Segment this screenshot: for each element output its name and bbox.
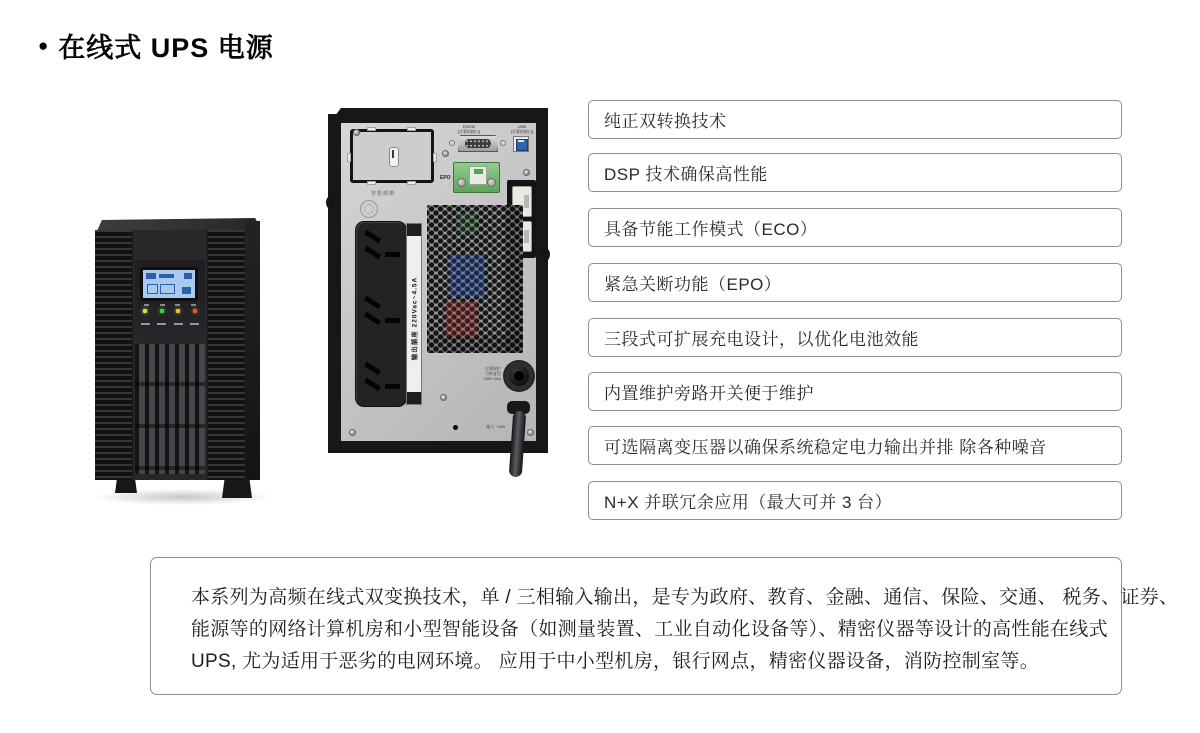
lcd-icon [184,273,192,279]
front-left-vent [95,230,133,480]
vent-tint [505,205,523,353]
page-title-text: 在线式 UPS 电源 [58,33,274,63]
panel-screw [353,129,360,136]
smart-slot-cover [350,129,434,183]
panel-hole [453,425,458,430]
description-box [150,557,1179,695]
usb-label: USB (计算机接口) [510,124,534,134]
slot-clip [367,181,376,185]
feature-box [588,263,1122,302]
description-line: 能源等的网络计算机房和小型智能设备（如测量装置、工业自动化设备等）、精密仪器等设计的高性能在线式 [191,619,1108,640]
feature-box [588,153,1122,192]
rear-panel [341,123,536,441]
panel-screw [349,429,356,436]
lcd-icon [160,284,175,294]
vent-tint [445,301,477,337]
led-indicator [143,309,147,313]
vent-tint [449,255,485,297]
strip-cap [407,224,421,236]
front-grille [135,344,205,474]
led-indicator [193,309,197,313]
epo-terminal [453,162,500,193]
slot-clip [407,181,416,185]
usb-port [513,136,529,152]
rs232-port [458,135,498,152]
ups-rear-image [328,108,548,453]
epo-label: EPO [440,175,451,181]
front-foot [222,480,252,498]
feature-label: 可选隔离变压器以确保系统稳定电力输出并排 除各种噪音 [604,438,1047,457]
smart-slot-label: 智能插槽 [371,191,396,197]
frame-bump [541,248,550,261]
slot-keyhole [389,147,399,167]
output-label-strip [406,223,422,405]
feature-label: 紧急关断功能（EPO） [604,275,782,294]
screw-post [449,140,455,146]
panel-screw [523,169,530,176]
rs232-label: RS232 (计算机接口) [457,124,481,134]
front-right-vent [207,230,245,480]
feature-label: 纯正双转换技术 [604,112,727,131]
feature-box [588,208,1122,247]
lcd-icon [146,273,156,279]
vent-tint [457,213,477,233]
feature-label: N+X 并联冗余应用（最大可并 3 台） [604,493,893,512]
page-title [38,26,274,65]
button-label-row [141,323,199,325]
breaker-label: 过载保护 可恢复型 250V 10A [483,366,501,381]
feature-label: 内置维护旁路开关便于维护 [604,384,814,403]
input-power-cable [509,411,527,478]
certification-stamp [360,200,378,218]
epo-jumper [469,166,487,185]
status-led-row [143,309,197,313]
rear-left-frame [328,114,341,453]
terminal-screw [487,178,496,187]
feature-label: DSP 技术确保高性能 [604,165,768,184]
ac-outlet [356,234,406,262]
lcd-icon [159,274,174,278]
lcd-screen [140,267,198,301]
bullet-icon: ● [38,36,49,55]
led-indicator [160,309,164,313]
ac-outlet [356,366,406,394]
input-label: 输入 ~10A [486,424,505,429]
feature-label: 三段式可扩展充电设计，以优化电池效能 [604,330,919,349]
terminal-screw [457,178,466,187]
lcd-icon [182,287,191,294]
panel-screw [527,429,534,436]
ac-outlet [356,300,406,328]
fan-vent-grille [427,205,523,353]
feature-box [588,426,1122,465]
front-face [95,230,245,480]
description-line: UPS, 尤为适用于恶劣的电网环境。 应用于中小型机房，银行网点，精密仪器设备，消防控制室等。 [191,651,1040,672]
rear-right-frame [536,114,548,453]
lcd-icon [147,284,158,294]
feature-box [588,481,1122,520]
front-foot [115,480,137,493]
front-center-panel [133,230,207,480]
circuit-breaker [505,362,533,390]
led-caption-row [144,304,196,306]
output-socket-panel [356,222,406,406]
feature-box [588,100,1122,139]
slot-clip [407,127,416,131]
feature-label: 具备节能工作模式（ECO） [604,220,818,239]
panel-screw [442,150,449,157]
led-indicator [176,309,180,313]
feature-box [588,318,1122,357]
rear-top-frame [330,108,548,123]
panel-screw [440,394,447,401]
slot-clip [347,153,351,162]
control-panel [135,260,205,338]
output-strip-label: 输出插座 220Vac~4.5A [411,276,419,361]
slot-clip [367,127,376,131]
vent-tint [427,335,523,353]
slot-clip [433,153,437,162]
screw-post [500,140,506,146]
frame-bump [326,196,335,209]
feature-box [588,372,1122,411]
front-side-face [245,221,260,480]
ups-front-image [95,218,260,498]
description-line: 本系列为高频在线式双变换技术，单 / 三相输入输出，是专为政府、教育、金融、通信、保险、交通、 税务、证券、 [191,587,1179,608]
